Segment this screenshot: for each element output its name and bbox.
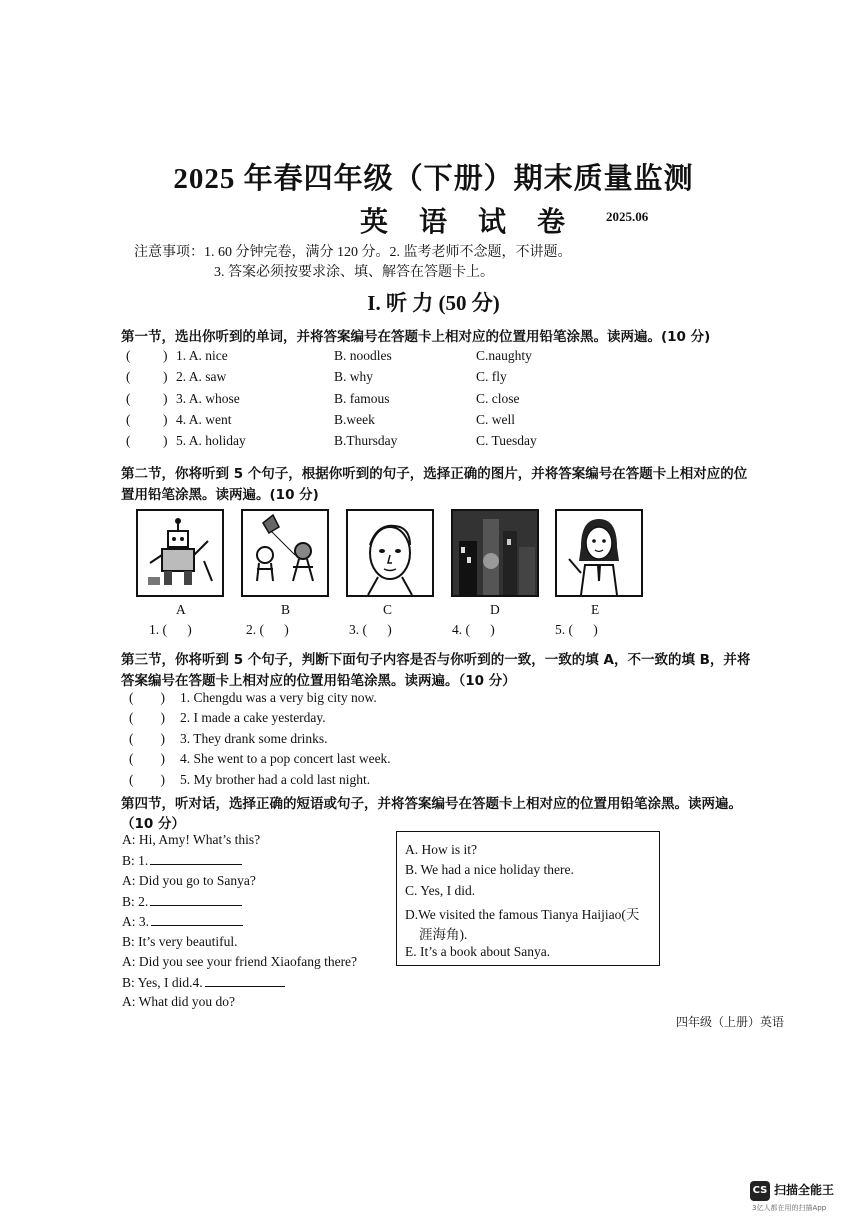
picture-d	[451, 509, 539, 597]
dialogue-text: B: 1.	[122, 853, 149, 869]
option-b: B. famous	[334, 390, 390, 406]
dialogue-line	[122, 954, 357, 970]
dialogue-line	[122, 873, 256, 889]
scanner-logo-icon: CS	[750, 1181, 770, 1201]
picture-answer-slot: 4. ( )	[452, 622, 495, 637]
option-a: 3. A. whose	[176, 390, 240, 406]
picture-letter: B	[281, 602, 291, 617]
judge-paren: ( )	[129, 690, 165, 705]
picture-letter: D	[490, 602, 500, 617]
option-a: 2. A. saw	[176, 369, 227, 385]
dialogue-line	[122, 852, 242, 869]
notes-line-2: 3. 答案必须按要求涂、填、解答在答题卡上。	[214, 265, 494, 280]
option-line: E. It’s a book about Sanya.	[405, 943, 551, 959]
picture-letter: A	[176, 602, 186, 617]
option-a: 5. A. holiday	[176, 433, 246, 449]
option-b: B. why	[334, 369, 374, 385]
part2-heading-line2: 置用铅笔涂黑。读两遍。(10 分)	[121, 487, 319, 503]
exam-date: 2025.06	[606, 209, 649, 224]
option-c: C. close	[476, 390, 520, 406]
boy-face-icon	[348, 511, 432, 595]
option-line: C. Yes, I did.	[405, 882, 476, 898]
judge-statement: 5. My brother had a cold last night.	[180, 771, 371, 787]
dialogue-line	[122, 994, 235, 1010]
picture-answer-slot: 2. ( )	[246, 622, 289, 637]
dialogue-text: A: 3.	[122, 914, 149, 930]
answer-paren-close: )	[163, 411, 168, 427]
section-title: I. 听 力 (50 分)	[367, 291, 500, 315]
scanner-app-name: 扫描全能王	[774, 1182, 835, 1197]
option-c: C.naughty	[476, 348, 532, 363]
judge-paren: ( )	[129, 730, 165, 746]
option-c: C. well	[476, 411, 515, 427]
dialogue-text: A: Did you go to Sanya?	[122, 872, 256, 888]
answer-blank	[150, 893, 242, 906]
judge-statement: 2. I made a cake yesterday.	[180, 710, 326, 726]
option-b: B.week	[334, 411, 375, 427]
option-a: 4. A. went	[176, 411, 232, 427]
dialogue-line	[122, 934, 237, 950]
option-c: C. Tuesday	[476, 433, 537, 449]
robot-icon	[138, 511, 222, 595]
picture-answer-slot: 5. ( )	[555, 622, 598, 637]
page-footer: 四年级（上册）英语	[676, 1015, 785, 1029]
part4-heading-line1: 第四节，听对话，选择正确的短语或句子，并将答案编号在答题卡上相对应的位置用铅笔涂黑。读两遍。	[121, 796, 742, 812]
option-line: 涯海角).	[419, 927, 468, 943]
dialogue-line	[122, 974, 285, 991]
option-a: 1. A. nice	[176, 348, 228, 363]
answer-paren-close: )	[163, 348, 168, 363]
judge-paren: ( )	[129, 771, 165, 787]
part3-heading-line1: 第三节，你将听到 5 个句子，判断下面句子内容是否与你听到的一致，一致的填 A，不一致的填 B，并将	[121, 652, 751, 668]
dialogue-text: A: Did you see your friend Xiaofang there?	[122, 953, 358, 969]
option-line: B. We had a nice holiday there.	[405, 862, 574, 878]
picture-a	[136, 509, 224, 597]
answer-paren-close: )	[163, 433, 168, 449]
picture-letter: E	[591, 602, 600, 617]
picture-c	[346, 509, 434, 597]
dialogue-line	[122, 913, 243, 930]
dialogue-text: A: What did you do?	[122, 994, 235, 1010]
picture-letter: C	[383, 602, 393, 617]
dialogue-text: B: 2.	[122, 893, 149, 909]
picture-answer-slot: 3. ( )	[349, 622, 392, 637]
answer-paren-open: (	[126, 390, 131, 406]
part3-heading-line2: 答案编号在答题卡上相对应的位置用铅笔涂黑。读两遍。（10 分）	[121, 673, 516, 689]
picture-b	[241, 509, 329, 597]
girl-icon	[557, 511, 641, 595]
dialogue-line	[122, 893, 242, 910]
exam-title: 2025 年春四年级（下册）期末质量监测	[173, 163, 694, 195]
dialogue-text: A: Hi, Amy! What’s this?	[122, 832, 261, 847]
scanner-tagline: 3亿人都在用的扫描App	[752, 1204, 827, 1212]
dialogue-text: B: It’s very beautiful.	[122, 933, 238, 949]
answer-blank	[150, 852, 242, 865]
option-line: D.We visited the famous Tianya Haijiao(天	[405, 906, 640, 922]
answer-blank	[205, 974, 285, 987]
city-photo-icon	[453, 511, 537, 595]
option-b: B. noodles	[334, 348, 392, 363]
part4-heading-line2: （10 分）	[121, 816, 185, 832]
dialogue-text: B: Yes, I did.4.	[122, 975, 203, 991]
answer-paren-close: )	[163, 369, 168, 385]
kids-kite-icon	[243, 511, 327, 595]
judge-paren: ( )	[129, 751, 165, 767]
answer-paren-open: (	[126, 348, 131, 363]
picture-answer-slot: 1. ( )	[149, 622, 192, 637]
answer-paren-open: (	[126, 433, 131, 449]
notes-line-1: 注意事项：1. 60 分钟完卷，满分 120 分。2. 监考老师不念题，不讲题。	[134, 245, 572, 260]
part2-heading-line1: 第二节，你将听到 5 个句子，根据你听到的句子，选择正确的图片，并将答案编号在答题卡上相对应的位	[121, 466, 748, 482]
answer-paren-open: (	[126, 411, 131, 427]
exam-subtitle: 英 语 试 卷	[360, 207, 578, 238]
dialogue-line	[122, 832, 260, 848]
judge-statement: 1. Chengdu was a very big city now.	[180, 690, 377, 705]
answer-paren-open: (	[126, 369, 131, 385]
picture-e	[555, 509, 643, 597]
answer-paren-close: )	[163, 390, 168, 406]
part1-heading: 第一节，选出你听到的单词，并将答案编号在答题卡上相对应的位置用铅笔涂黑。读两遍。(10 分)	[121, 329, 711, 345]
judge-statement: 4. She went to a pop concert last week.	[180, 751, 391, 767]
judge-statement: 3. They drank some drinks.	[180, 730, 328, 746]
option-b: B.Thursday	[334, 433, 398, 449]
scanner-watermark	[750, 1180, 834, 1201]
answer-blank	[151, 913, 243, 926]
option-line: A. How is it?	[405, 842, 477, 857]
options-box	[396, 831, 660, 966]
option-c: C. fly	[476, 369, 507, 385]
judge-paren: ( )	[129, 710, 165, 726]
